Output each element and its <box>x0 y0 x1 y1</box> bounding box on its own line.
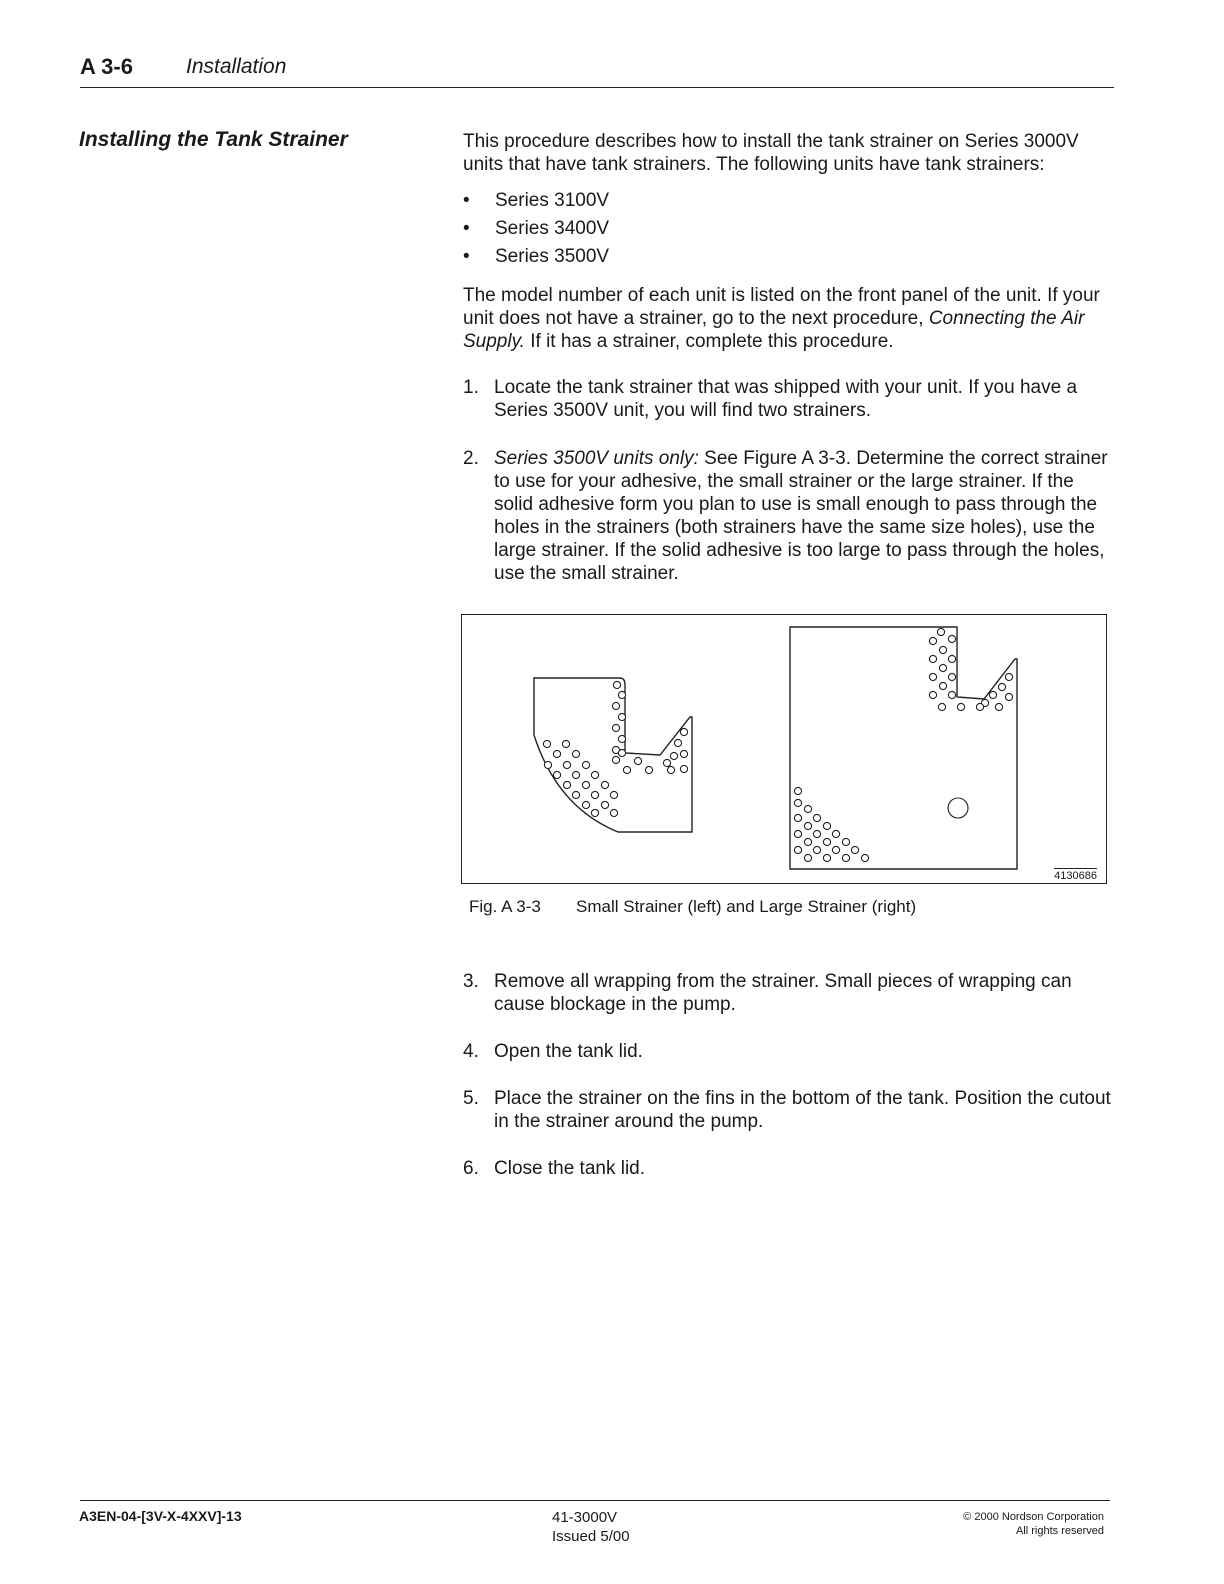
unit-list <box>463 189 1113 273</box>
figure-id: 4130686 <box>1054 870 1097 882</box>
list-item: • Series 3100V <box>463 190 610 211</box>
next-procedure-reference: Connecting the Air Supply. <box>463 308 1085 352</box>
step-1: 1. Locate the tank strainer that was shipped with your unit. If you have a Series 3500V unit, you will find two strainers. <box>463 377 1078 421</box>
model-note-paragraph: The model number of each unit is listed on the front panel of the unit. If your unit does not have a strainer, go to the next procedure, Connecting the Air Supply. If it has a strainer, complete this procedure. <box>463 285 1100 352</box>
bullet-icon: • <box>463 246 470 267</box>
intro-paragraph: This procedure describes how to install the tank strainer on Series 3000V units that have tank strainers. The following units have tank strainers: <box>463 131 1079 175</box>
step-6: 6. Close the tank lid. <box>463 1158 646 1179</box>
page-number: A 3-6 <box>80 54 133 79</box>
step-2: 2. Series 3500V units only: See Figure A 3-3. Determine the correct strainer to use for your adhesive, the small strainer or the large strainer. If the solid adhesive form you plan to use is small enough to pass through the holes in the strainers (both strainers have the same size holes), use the large strainer. If the solid adhesive is too large to pass through the holes, use the small strainer. <box>463 448 1108 584</box>
copyright-notice <box>963 1510 1104 1538</box>
step-4: 4. Open the tank lid. <box>463 1041 643 1062</box>
header-rule <box>80 87 1114 88</box>
manual-info <box>552 1508 630 1546</box>
list-item: • Series 3500V <box>463 246 610 267</box>
issue-date: Issued 5/00 <box>552 1528 630 1545</box>
step-5: 5. Place the strainer on the fins in the bottom of the tank. Position the cutout in the strainer around the pump. <box>463 1088 1111 1132</box>
procedure-heading: Installing the Tank Strainer <box>79 128 348 151</box>
bullet-icon: • <box>463 218 470 239</box>
figure-caption <box>469 897 916 917</box>
manual-number: 41-3000V <box>552 1509 618 1526</box>
large-strainer <box>790 627 1017 869</box>
section-title: Installation <box>186 55 287 78</box>
strainer-drawing <box>462 615 1105 882</box>
copyright-line: © 2000 Nordson Corporation <box>963 1511 1104 1523</box>
step-3: 3. Remove all wrapping from the strainer. Small pieces of wrapping can cause blockage in the pump. <box>463 971 1072 1015</box>
figure-caption-text: Small Strainer (left) and Large Strainer (right) <box>576 897 917 916</box>
rights-line: All rights reserved <box>1015 1525 1104 1537</box>
bullet-icon: • <box>463 190 470 211</box>
small-strainer <box>534 678 692 832</box>
footer-rule <box>80 1500 1110 1501</box>
document-code: A3EN-04-[3V-X-4XXV]-13 <box>79 1508 242 1524</box>
list-item: • Series 3400V <box>463 218 610 239</box>
figure-label: Fig. A 3-3 <box>469 897 541 916</box>
figure-strainers <box>461 614 1107 884</box>
